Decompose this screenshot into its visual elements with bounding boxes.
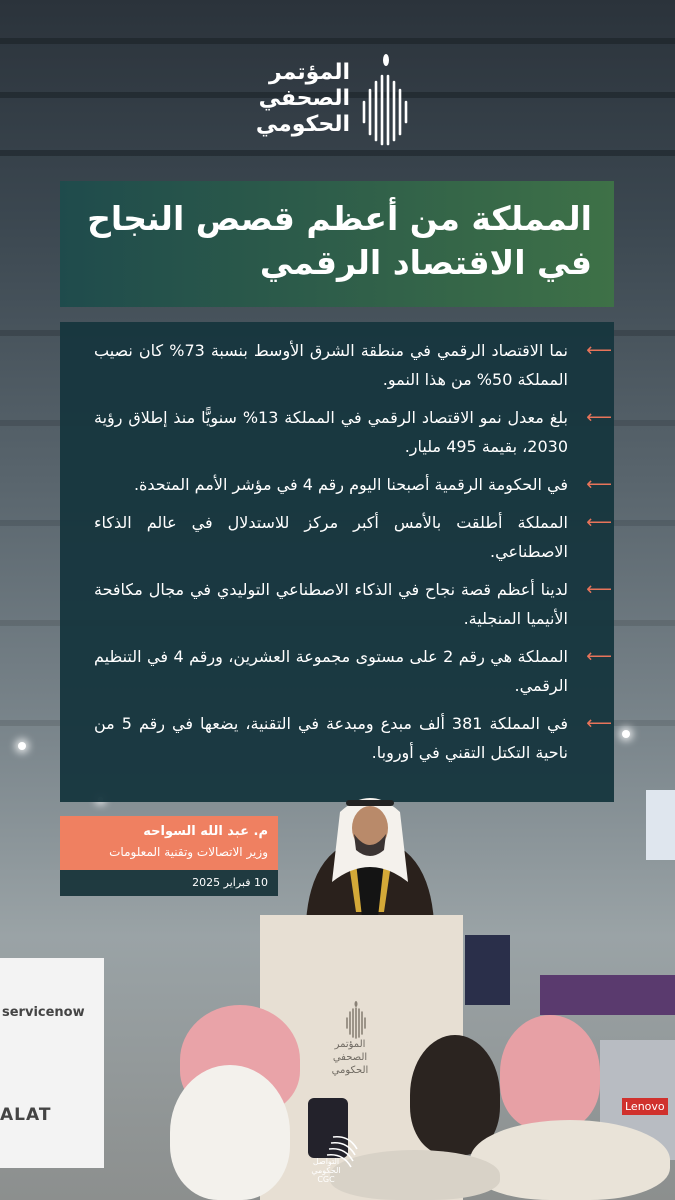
headline-line-2: في الاقتصاد الرقمي — [259, 243, 592, 282]
podium-logo-line-2: الصحفي — [332, 1052, 368, 1063]
cgc-line-1: التواصل — [312, 1157, 340, 1166]
logo-line-2: الصحفي — [258, 86, 350, 111]
logo-line-1: المؤتمر — [268, 60, 350, 85]
podium-logo-line-3: الحكومي — [331, 1065, 369, 1076]
speaker-name: م. عبد الله السواحه — [143, 824, 268, 839]
arrow-left-icon: ⟵ — [586, 512, 612, 533]
logo-mark-icon — [360, 52, 412, 148]
ceiling-light — [18, 742, 26, 750]
podium-logo-line-1: المؤتمر — [334, 1039, 366, 1050]
conference-logo — [255, 52, 412, 148]
key-point-item — [94, 642, 612, 700]
key-point-text: لدينا أعظم قصة نجاح في الذكاء الاصطناعي التوليدي في مجال مكافحة الأنيميا المنجلية. — [94, 580, 568, 628]
speaker-caption — [60, 816, 278, 896]
alat-sign: ALAT — [0, 1105, 52, 1125]
ceiling-light — [622, 730, 630, 738]
headline-banner — [60, 181, 614, 307]
key-points-panel — [60, 322, 614, 802]
speaker-role: وزير الاتصالات وتقنية المعلومات — [109, 845, 268, 859]
key-point-item — [94, 508, 612, 566]
arrow-left-icon: ⟵ — [586, 579, 612, 600]
servicenow-sign: servicenow — [2, 1005, 85, 1020]
audience-member — [170, 1065, 290, 1200]
podium-logo-text — [305, 1038, 395, 1077]
background-screen — [646, 790, 675, 860]
background-screen — [540, 975, 675, 1015]
sponsor-stand — [0, 958, 104, 1168]
key-point-item — [94, 403, 612, 461]
logo-line-3: الحكومي — [255, 112, 350, 137]
key-point-text: المملكة أطلقت بالأمس أكبر مركز للاستدلال في عالم الذكاء الاصطناعي. — [94, 513, 568, 561]
ceiling-beam — [0, 150, 675, 156]
conference-logo-text — [256, 60, 350, 138]
cgc-logo-text — [298, 1157, 354, 1184]
cgc-line-3: CGC — [317, 1175, 335, 1184]
key-point-item — [94, 470, 612, 499]
arrow-left-icon: ⟵ — [586, 646, 612, 667]
key-point-text: بلغ معدل نمو الاقتصاد الرقمي في المملكة 13% سنويًّا منذ إطلاق رؤية 2030، بقيمة 495 مليار. — [94, 408, 569, 456]
cgc-line-2: الحكومي — [311, 1166, 341, 1175]
speaker-photo — [296, 792, 444, 922]
audience-member — [470, 1120, 670, 1200]
key-point-text: المملكة هي رقم 2 على مستوى مجموعة العشرين، ورقم 4 في التنظيم الرقمي. — [94, 647, 568, 695]
arrow-left-icon: ⟵ — [586, 713, 612, 734]
arrow-left-icon: ⟵ — [586, 407, 612, 428]
ceiling-beam — [0, 38, 675, 44]
arrow-left-icon: ⟵ — [586, 340, 612, 361]
key-point-text: في الحكومة الرقمية أصبحنا اليوم رقم 4 في مؤشر الأمم المتحدة. — [133, 475, 568, 494]
headline-line-1: المملكة من أعظم قصص النجاح — [87, 199, 592, 238]
arrow-left-icon: ⟵ — [586, 474, 612, 495]
key-point-item — [94, 575, 612, 633]
background-screen — [465, 935, 510, 1005]
key-point-item — [94, 709, 612, 767]
speaker-name-tag — [60, 816, 278, 870]
key-point-item — [94, 336, 612, 394]
audience-member — [500, 1015, 600, 1130]
lenovo-sign: Lenovo — [622, 1098, 668, 1115]
date-tag: 10 فبراير 2025 — [60, 870, 278, 896]
key-point-text: نما الاقتصاد الرقمي في منطقة الشرق الأوسط بنسبة 73% كان نصيب المملكة 50% من هذا النمو. — [94, 341, 569, 389]
key-point-text: في المملكة 381 ألف مبدع ومبدعة في التقنية، يضعها في رقم 5 من ناحية التكتل التقني في أوروبا. — [94, 714, 568, 762]
